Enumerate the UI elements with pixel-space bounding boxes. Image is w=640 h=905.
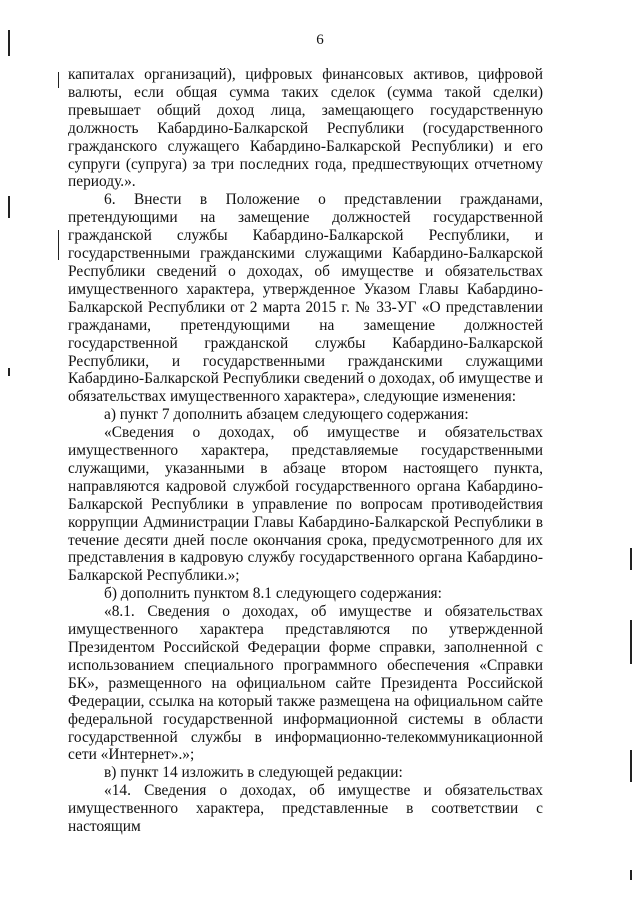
paragraph-quote-14: «14. Сведения о доходах, об имуществе и обязательствах имущественного характера, представленные в соответствии с настоящим — [68, 782, 543, 836]
paragraph-subitem-v: в) пункт 14 изложить в следующей редакции: — [104, 764, 403, 782]
paragraph-subitem-a: а) пункт 7 дополнить абзацем следующего содержания: — [104, 406, 469, 424]
scan-mark-left-1 — [58, 72, 59, 88]
scan-mark-left-top — [8, 30, 10, 56]
page-number: 6 — [316, 32, 324, 48]
document-body — [68, 66, 543, 836]
scan-mark-left-4 — [8, 368, 10, 376]
scan-mark-right-2 — [630, 620, 632, 664]
paragraph-quote-7: «Сведения о доходах, об имуществе и обязательствах имущественного характера, представляемые государственными служащими, указанными в абзаце втором настоящего пункта, направляются кадровой службой государственного органа Кабардино-Балкарской Республики в управление по вопросам противодействия коррупции Администрации Главы Кабардино-Балкарской Республики в течение десяти дней после окончания срока, предусмотренного для их представления в кадровую службу государственного органа Кабардино-Балкарской Республики.»; — [68, 424, 543, 585]
scan-mark-left-2 — [8, 196, 10, 218]
paragraph-quote-8-1: «8.1. Сведения о доходах, об имуществе и обязательствах имущественного характера представляются по утвержденной Президентом Российской Федерации форме справки, заполненной с использованием специального программного обеспечения «Справки БК», размещенного на официальном сайте Президента Российской Федерации, ссылка на который также размещена на официальном сайте федеральной государственной информационной системы в области государственной службы в информационно-телекоммуникационной сети «Интернет».»; — [68, 603, 543, 764]
scan-mark-right-4 — [630, 870, 632, 880]
scan-mark-right-1 — [630, 548, 632, 570]
paragraph-item-6: 6. Внести в Положение о представлении гражданами, претендующими на замещение должностей государственной гражданской службы Кабардино-Балкарской Республики, и государственными гражданскими служащими Кабардино-Балкарской Республики сведений о доходах, об имуществе и обязательствах имущественного характера, утвержденное Указом Главы Кабардино-Балкарской Республики от 2 марта 2015 г. № 33-УГ «О представлении гражданами, претендующими на замещение должностей государственной гражданской службы Кабардино-Балкарской Республики, и государственными гражданскими служащими Кабардино-Балкарской Республики сведений о доходах, об имуществе и обязательствах имущественного характера», следующие изменения: — [68, 191, 543, 406]
scan-mark-right-3 — [630, 750, 632, 782]
paragraph-subitem-b: б) дополнить пунктом 8.1 следующего содержания: — [104, 585, 442, 603]
scan-mark-left-3 — [58, 230, 59, 260]
paragraph-1: капиталах организаций), цифровых финансовых активов, цифровой валюты, если общая сумма таких сделок (сумма такой сделки) превышает общий доход лица, замещающего государственную должность Кабардино-Балкарской Республики (государственного гражданского служащего Кабардино-Балкарской Республики) и его супруги (супруга) за три последних года, предшествующих отчетному периоду.». — [68, 66, 543, 191]
